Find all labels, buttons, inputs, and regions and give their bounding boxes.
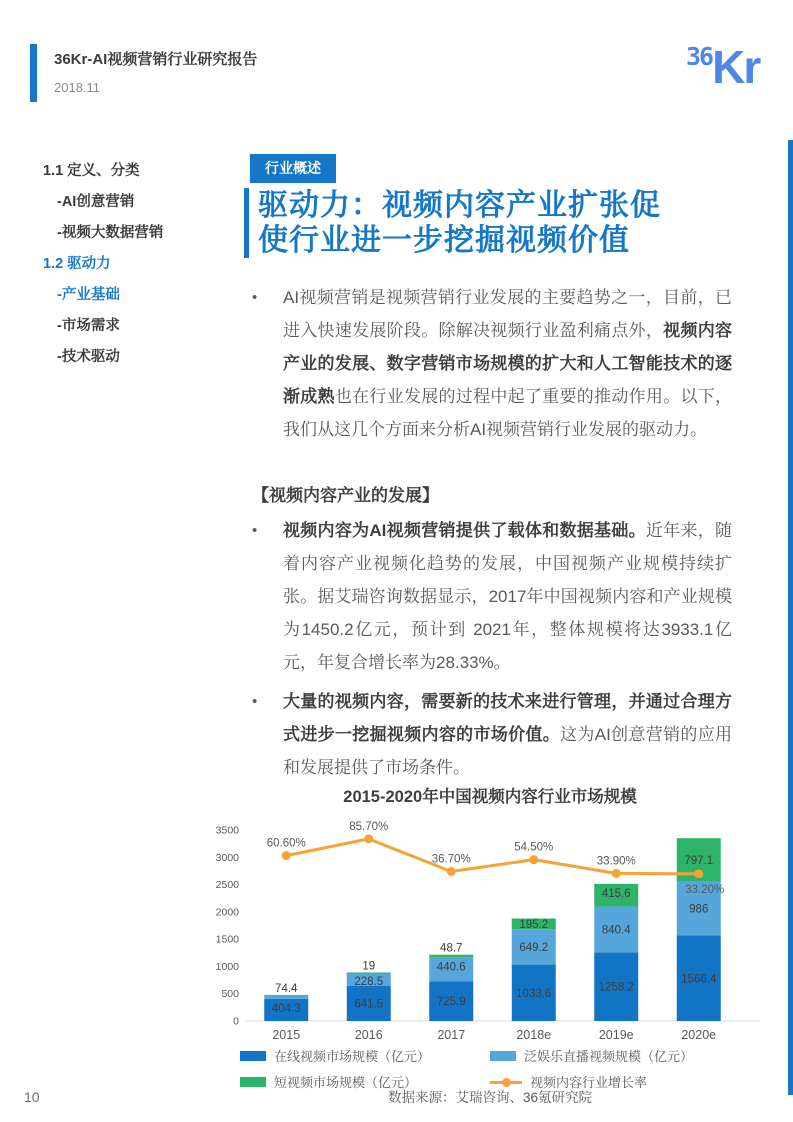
- sidebar-item-driving-force[interactable]: 1.2 驱动力: [43, 256, 111, 272]
- svg-text:2500: 2500: [215, 879, 239, 892]
- paragraph-bullet-2: [252, 514, 732, 679]
- svg-text:60.60%: 60.60%: [266, 837, 306, 850]
- logo-36-text: 36: [686, 42, 713, 71]
- svg-text:404.3: 404.3: [271, 1002, 301, 1015]
- svg-text:2018e: 2018e: [516, 1028, 552, 1042]
- sidebar-item-definition[interactable]: 1.1 定义、分类: [43, 163, 140, 179]
- section-tag: 行业概述: [250, 154, 336, 183]
- svg-text:3500: 3500: [215, 824, 239, 837]
- svg-text:2017: 2017: [437, 1028, 466, 1042]
- data-source-note: 数据来源：艾瑞咨询、36氪研究院: [387, 1090, 593, 1105]
- legend-item-live-video: [490, 1046, 740, 1065]
- toc-sidebar: [43, 156, 228, 373]
- paragraph-text: 大量的视频内容，需要新的技术来进行管理，并通过合理方式进步一挖掘视频内容的市场价值。这为AI创意营销的应用和发展提供了市场条件。: [283, 692, 733, 777]
- header-accent-bar: [30, 44, 37, 102]
- svg-text:33.90%: 33.90%: [596, 855, 636, 868]
- svg-text:74.4: 74.4: [275, 982, 298, 995]
- legend-label: 短视频市场规模（亿元）: [274, 1075, 418, 1090]
- paragraph-bullet-3: [252, 685, 732, 784]
- bullet-dot: •: [252, 289, 258, 306]
- svg-text:33.20%: 33.20%: [685, 883, 725, 896]
- svg-text:986: 986: [689, 903, 709, 916]
- svg-text:415.6: 415.6: [601, 887, 631, 900]
- legend-swatch-short-video: [240, 1077, 266, 1087]
- svg-text:2020e: 2020e: [681, 1028, 717, 1042]
- bullet-dot: •: [252, 522, 258, 539]
- svg-text:649.2: 649.2: [519, 941, 549, 954]
- bullet-dot: •: [252, 693, 258, 710]
- legend-label: 在线视频市场规模（亿元）: [274, 1049, 431, 1064]
- legend-label: 泛娱乐直播视频规模（亿元）: [524, 1049, 694, 1064]
- report-date: 2018.11: [54, 80, 101, 95]
- svg-text:48.7: 48.7: [440, 942, 463, 955]
- svg-text:840.4: 840.4: [601, 924, 631, 937]
- svg-text:85.70%: 85.70%: [349, 820, 389, 833]
- svg-text:1000: 1000: [215, 960, 239, 973]
- svg-text:228.5: 228.5: [354, 975, 384, 988]
- report-title: 36Kr-AI视频营销行业研究报告: [54, 51, 258, 68]
- svg-text:797.1: 797.1: [684, 854, 714, 867]
- svg-text:1258.2: 1258.2: [598, 981, 634, 994]
- svg-text:641.5: 641.5: [354, 998, 384, 1011]
- legend-item-online-video: [240, 1046, 490, 1065]
- svg-text:2015: 2015: [272, 1028, 301, 1042]
- svg-text:2000: 2000: [215, 906, 239, 919]
- sidebar-item-industry-base[interactable]: -产业基础: [57, 287, 120, 303]
- sidebar-item-video-bigdata[interactable]: -视频大数据营销: [57, 225, 164, 241]
- subsection-header: 【视频内容产业的发展】: [252, 486, 439, 505]
- legend-line-marker-icon: [490, 1077, 522, 1087]
- page-number: 10: [24, 1089, 40, 1105]
- chart-title: 2015-2020年中国视频内容行业市场规模: [343, 788, 637, 806]
- svg-text:3000: 3000: [215, 851, 239, 864]
- svg-text:500: 500: [221, 988, 239, 1001]
- svg-text:2016: 2016: [354, 1028, 383, 1042]
- svg-text:1566.4: 1566.4: [681, 973, 717, 986]
- svg-text:36.70%: 36.70%: [431, 853, 471, 866]
- svg-text:0: 0: [233, 1015, 239, 1028]
- page-right-accent-strip: [788, 140, 793, 1095]
- svg-text:725.9: 725.9: [436, 996, 466, 1009]
- sidebar-item-tech-drive[interactable]: -技术驱动: [57, 349, 120, 365]
- stacked-bar-line-chart: [205, 811, 775, 1049]
- legend-label: 视频内容行业增长率: [530, 1075, 648, 1090]
- paragraph-bullet-1: [252, 281, 732, 446]
- svg-text:19: 19: [362, 960, 376, 973]
- sidebar-item-ai-creative[interactable]: -AI创意营销: [57, 194, 135, 210]
- svg-text:195.2: 195.2: [519, 919, 549, 932]
- svg-text:2019e: 2019e: [598, 1028, 634, 1042]
- logo-kr-text: Kr: [712, 41, 760, 93]
- svg-text:1033.6: 1033.6: [516, 987, 552, 1000]
- svg-text:440.6: 440.6: [436, 961, 466, 974]
- paragraph-text: 视频内容为AI视频营销提供了载体和数据基础。近年来，随着内容产业视频化趋势的发展，中国视频产业规模持续扩张。据艾瑞咨询数据显示，2017年中国视频内容和产业规模为1450.2亿元，预计到 2021年，整体规模将达3933.1亿元，年复合增长率为28.33%。: [283, 521, 733, 672]
- svg-text:1500: 1500: [215, 933, 239, 946]
- paragraph-text: AI视频营销是视频营销行业发展的主要趋势之一，目前，已进入快速发展阶段。除解决视频行业盈利痛点外，视频内容产业的发展、数字营销市场规模的扩大和人工智能技术的逐渐成熟也在行业发展的过程中起了重要的推动作用。以下，我们从这几个方面来分析AI视频营销行业发展的驱动力。: [283, 288, 733, 439]
- market-size-chart: [205, 783, 775, 1049]
- sidebar-item-market-demand[interactable]: -市场需求: [57, 318, 120, 334]
- svg-text:54.50%: 54.50%: [514, 841, 554, 854]
- legend-swatch-online-video: [240, 1051, 266, 1061]
- legend-swatch-live-video: [490, 1051, 516, 1061]
- 36kr-logo: [686, 40, 759, 94]
- page-title: 驱动力：视频内容产业扩张促使行业进一步挖掘视频价值: [244, 188, 689, 258]
